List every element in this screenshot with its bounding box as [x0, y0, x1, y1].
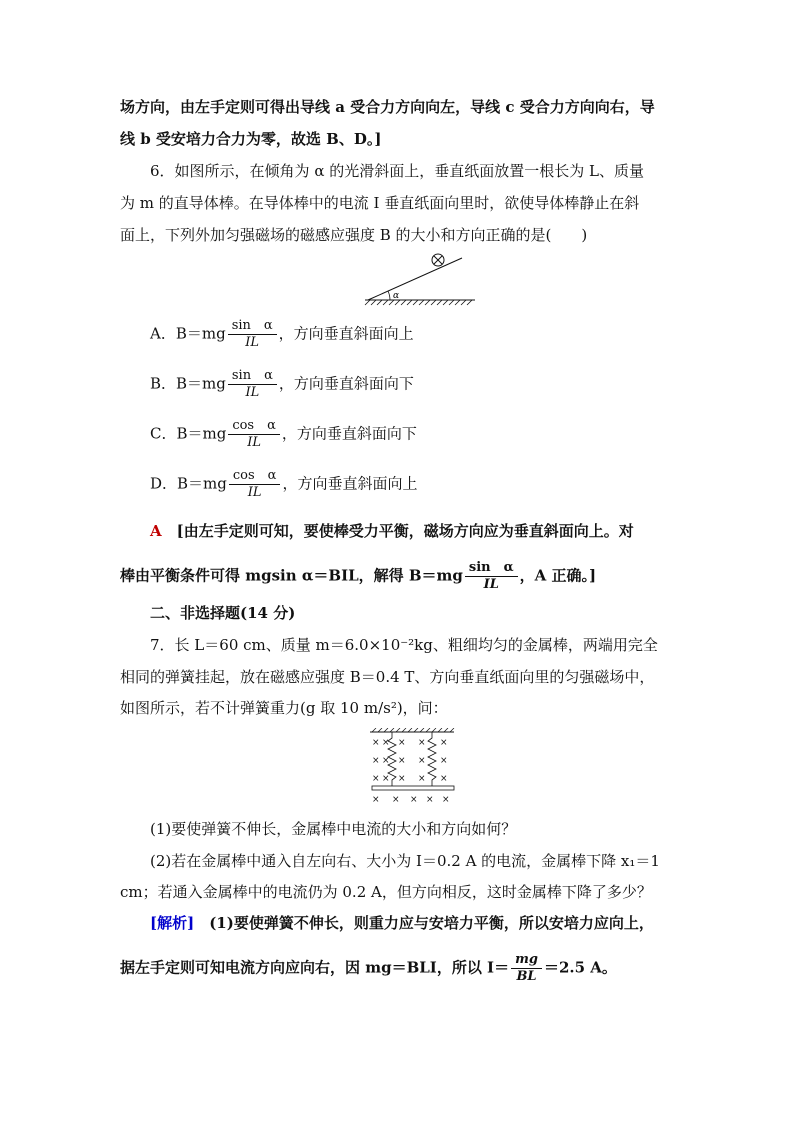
q6-answer: A: [150, 522, 162, 540]
analysis-text-2b: ＝2.5 A。: [543, 958, 617, 977]
option-b-suffix: ，方向垂直斜面向下: [278, 374, 414, 393]
svg-text:×: ×: [398, 774, 406, 784]
q6-solution-text-1: [由左手定则可知，要使棒受力平衡，磁场方向应为垂直斜面向上。对: [176, 522, 634, 540]
q6-solution-numerator: sin α: [468, 560, 514, 575]
q7-subquestion-2-line-1: (2)若在金属棒中通入自左向右、大小为 I＝0.2 A 的电流，金属棒下降 x₁＝1: [150, 852, 660, 870]
q6-solution-denominator: IL: [465, 576, 518, 593]
svg-text:×: ×: [440, 756, 448, 766]
svg-text:×: ×: [418, 738, 426, 748]
svg-text:×: ×: [382, 774, 390, 784]
option-a-numerator: sin α: [231, 318, 273, 333]
svg-text:×: ×: [372, 756, 380, 766]
svg-text:×: ×: [392, 795, 400, 805]
svg-text:×: ×: [398, 756, 406, 766]
svg-text:×: ×: [382, 738, 390, 748]
option-a-suffix: ，方向垂直斜面向上: [278, 324, 414, 343]
svg-text:×: ×: [418, 756, 426, 766]
analysis-numerator: mg: [515, 952, 538, 967]
analysis-denominator: BL: [511, 968, 542, 985]
option-b-denominator: IL: [228, 384, 277, 401]
option-a-denominator: IL: [228, 334, 277, 351]
svg-text:×: ×: [372, 738, 380, 748]
q6-text-line-1: 6．如图所示，在倾角为 α 的光滑斜面上，垂直纸面放置一根长为 L、质量: [150, 162, 644, 180]
svg-text:×: ×: [426, 795, 434, 805]
q6-solution-line-1: [150, 520, 634, 542]
option-c-denominator: IL: [228, 434, 280, 451]
analysis-label: [解析]: [150, 914, 195, 932]
q6-option-a[interactable]: [150, 318, 414, 351]
svg-text:×: ×: [440, 774, 448, 784]
option-c-suffix: ，方向垂直斜面向下: [281, 424, 417, 443]
magnetic-field-crosses: [372, 738, 450, 805]
option-d-numerator: cos α: [232, 468, 277, 483]
prev-solution-line-1: 场方向，由左手定则可得出导线 a 受合力方向向左，导线 c 受合力方向向右，导: [120, 98, 655, 116]
svg-text:×: ×: [410, 795, 418, 805]
analysis-text-1: (1)要使弹簧不伸长，则重力应与安培力平衡，所以安培力应向上，: [194, 914, 654, 932]
option-b-numerator: sin α: [231, 368, 273, 383]
section-heading: 二、非选择题(14 分): [150, 604, 296, 622]
q6-incline-figure: [360, 250, 480, 310]
q7-text-line-2: 相同的弹簧挂起，放在磁感应强度 B＝0.4 T、方向垂直纸面向里的匀强磁场中，: [120, 668, 655, 686]
svg-text:×: ×: [382, 756, 390, 766]
svg-text:×: ×: [372, 774, 380, 784]
option-d-denominator: IL: [229, 484, 281, 501]
q7-spring-figure: [362, 728, 462, 808]
current-into-page-icon: [432, 254, 444, 266]
analysis-text-2a: 据左手定则可知电流方向应向右，因 mg＝BLI，所以 I＝: [120, 958, 510, 977]
q7-subquestion-1: (1)要使弹簧不伸长，金属棒中电流的大小和方向如何？: [150, 820, 517, 838]
q7-text-line-1: 7．长 L＝60 cm、质量 m＝6.0×10⁻²kg、粗细均匀的金属棒，两端用完全: [150, 636, 658, 654]
option-a-prefix: A．B＝mg: [150, 324, 226, 343]
svg-text:×: ×: [418, 774, 426, 784]
q6-text-line-2: 为 m 的直导体棒。在导体棒中的电流 I 垂直纸面向里时，欲使导体棒静止在斜: [120, 194, 640, 212]
svg-text:×: ×: [442, 795, 450, 805]
q6-option-b[interactable]: [150, 368, 414, 401]
q6-angle-label: α: [393, 291, 400, 301]
q6-option-c[interactable]: [150, 418, 417, 451]
q7-text-line-3: 如图所示，若不计弹簧重力(g 取 10 m/s²)，问：: [120, 699, 448, 717]
q7-analysis-line-2: [120, 952, 617, 985]
svg-text:×: ×: [440, 738, 448, 748]
svg-text:×: ×: [372, 795, 380, 805]
option-d-prefix: D．B＝mg: [150, 474, 227, 493]
option-c-numerator: cos α: [232, 418, 276, 433]
q6-solution-text-2a: 棒由平衡条件可得 mgsin α＝BIL，解得 B＝mg: [120, 566, 463, 585]
q7-subquestion-2-line-2: cm；若通入金属棒中的电流仍为 0.2 A，但方向相反，这时金属棒下降了多少？: [120, 883, 652, 901]
q6-text-line-3: 面上，下列外加匀强磁场的磁感应强度 B 的大小和方向正确的是( ): [120, 226, 588, 244]
svg-text:×: ×: [398, 738, 406, 748]
q6-option-d[interactable]: [150, 468, 417, 501]
q7-analysis-line-1: [150, 912, 654, 934]
option-b-prefix: B．B＝mg: [150, 374, 226, 393]
q6-solution-line-2: [120, 560, 596, 593]
q6-solution-text-2b: ，A 正确。]: [519, 566, 597, 585]
option-d-suffix: ，方向垂直斜面向上: [282, 474, 418, 493]
prev-solution-line-2: 线 b 受安培力合力为零，故选 B、D。]: [120, 130, 382, 148]
option-c-prefix: C．B＝mg: [150, 424, 227, 443]
metal-rod: [372, 786, 454, 790]
right-spring: [428, 732, 436, 786]
